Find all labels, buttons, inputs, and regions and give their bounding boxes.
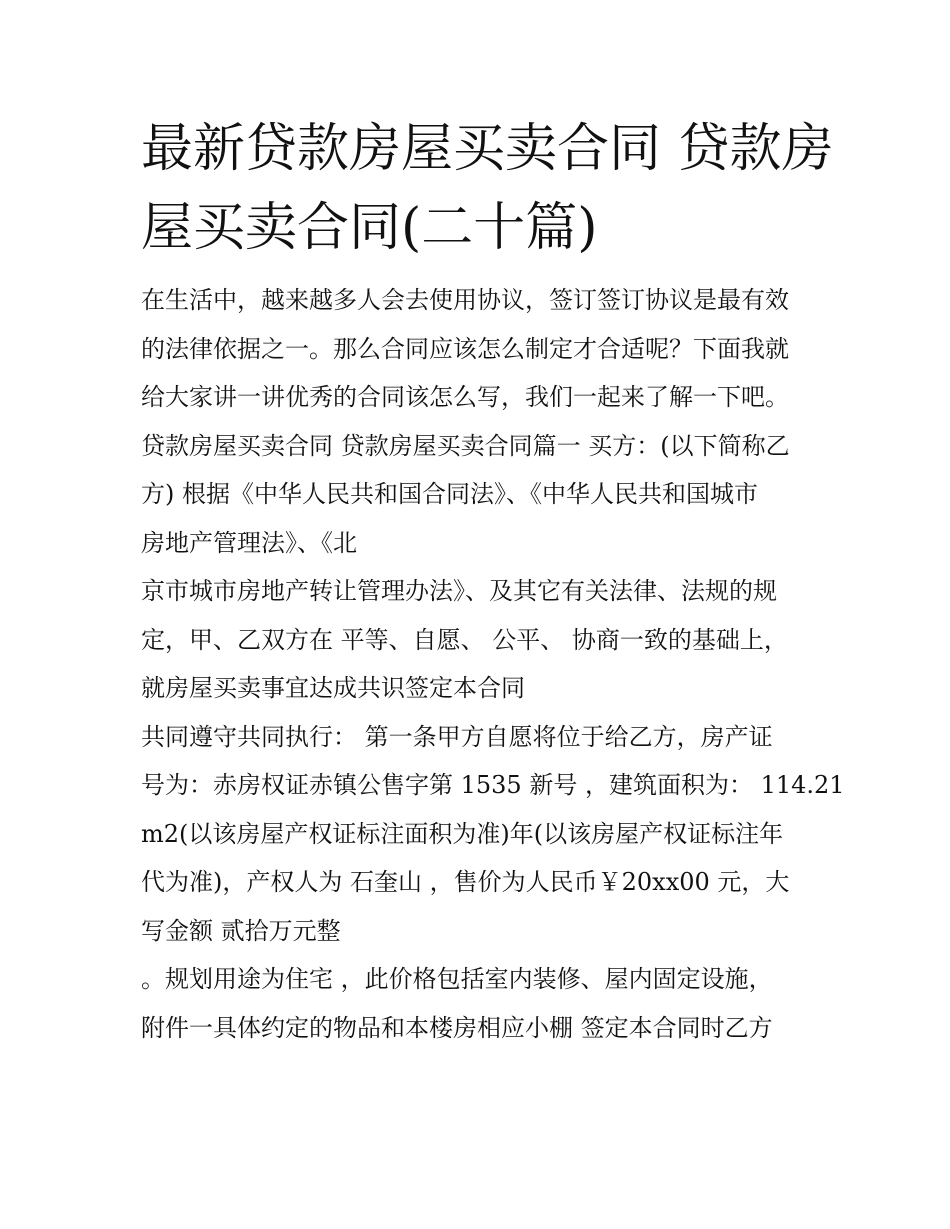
body-line: 代为准)，产权人为 石奎山 ，售价为人民币￥20xx00 元，大 (141, 868, 790, 896)
body-line: 的法律依据之一。那么合同应该怎么制定才合适呢？下面我就 (141, 334, 789, 363)
document-body (141, 276, 845, 1052)
body-line: 定，甲、乙双方在 平等、自愿、 公平、 协商一致的基础上， (141, 625, 788, 654)
body-line: 。规划用途为住宅 ，此价格包括室内装修、屋内固定设施， (141, 965, 773, 993)
document-title (141, 110, 834, 268)
title-line: 最新贷款房屋买卖合同 贷款房 (141, 119, 834, 179)
body-line: 就房屋买卖事宜达成共识签定本合同 (141, 674, 525, 702)
body-line: 在生活中，越来越多人会去使用协议，签订签订协议是最有效 (141, 286, 789, 314)
body-line: 方) 根据《中华人民共和国合同法》、《中华人民共和国城市 (141, 480, 758, 508)
body-line: 给大家讲一讲优秀的合同该怎么写，我们一起来了解一下吧。 (141, 383, 789, 411)
body-line: 贷款房屋买卖合同 贷款房屋买卖合同篇一 买方：(以下简称乙 (141, 431, 790, 460)
body-line: 共同遵守共同执行： 第一条甲方自愿将位于给乙方，房产证 (141, 722, 773, 751)
title-line: 屋买卖合同(二十篇) (141, 198, 598, 258)
body-line: 房地产管理法》、《北 (141, 528, 357, 557)
body-line: m2(以该房屋产权证标注面积为准)年(以该房屋产权证标注年 (141, 819, 784, 848)
body-line: 号为：赤房权证赤镇公售字第 1535 新号 ，建筑面积为： 114.21 (141, 771, 845, 799)
body-line: 京市城市房地产转让管理办法》、及其它有关法律、法规的规 (141, 577, 777, 605)
body-line: 写金额 贰拾万元整 (141, 916, 341, 945)
body-line: 附件一具体约定的物品和本楼房相应小棚 签定本合同时乙方 (141, 1013, 773, 1042)
